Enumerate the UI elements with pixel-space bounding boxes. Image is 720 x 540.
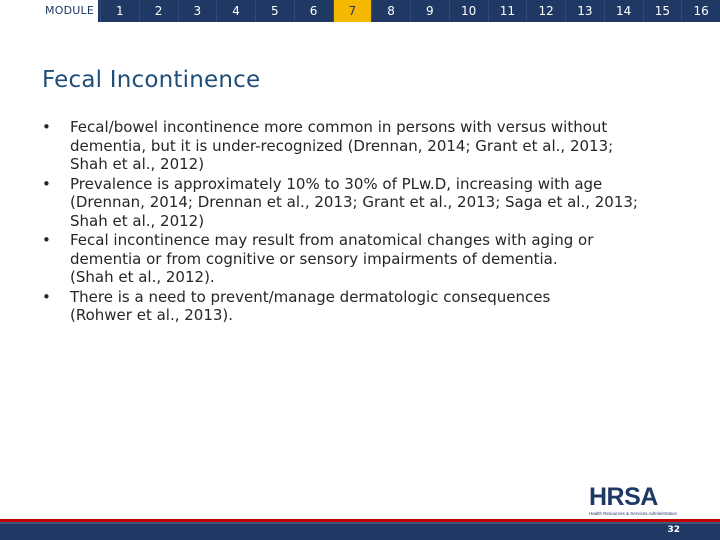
module-tab-15[interactable]: 15 (643, 0, 682, 22)
module-tab-6[interactable]: 6 (294, 0, 333, 22)
bullet-dot: • (42, 174, 51, 193)
bullet-text: Fecal incontinence may result from anatomical changes with aging or dementia or from cognitive or sensory impairments of dementia. (Shah et al., 2012). (70, 231, 594, 286)
bullet-item (42, 288, 682, 325)
bullet-dot: • (42, 287, 51, 306)
bullet-item (42, 231, 682, 287)
bullet-list (42, 118, 682, 326)
bullet-item (42, 175, 682, 231)
slide-title: Fecal Incontinence (42, 67, 261, 93)
bullet-text: Fecal/bowel incontinence more common in persons with versus without dementia, but it is under-recognized (Drennan, 2014; Grant et al., 2013; Shah et al., 2012) (70, 118, 614, 173)
module-tab-11[interactable]: 11 (488, 0, 527, 22)
hrsa-logo (589, 485, 689, 521)
page-number: 32 (667, 525, 680, 535)
bullet-dot: • (42, 231, 51, 249)
hrsa-logo-subtext: Health Resources & Services Administration (589, 511, 678, 516)
module-nav-bar (0, 0, 720, 22)
hrsa-logo-text: HRSA (589, 483, 658, 511)
module-tabs (100, 0, 720, 22)
module-tab-4[interactable]: 4 (216, 0, 255, 22)
footer-bar (0, 519, 720, 540)
footer-stripe (0, 522, 720, 524)
module-tab-13[interactable]: 13 (565, 0, 604, 22)
module-tab-8[interactable]: 8 (371, 0, 410, 22)
module-tab-14[interactable]: 14 (604, 0, 643, 22)
module-label: MODULE (0, 0, 98, 22)
module-tab-2[interactable]: 2 (139, 0, 178, 22)
module-tab-3[interactable]: 3 (178, 0, 217, 22)
bullet-item (42, 118, 682, 174)
module-tab-12[interactable]: 12 (526, 0, 565, 22)
bullet-text: Prevalence is approximately 10% to 30% of PLw.D, increasing with age (Drennan, 2014; Drennan et al., 2013; Grant et al., 2013; Saga et al., 2013; Shah et al., 2012) (70, 174, 638, 230)
module-tab-10[interactable]: 10 (449, 0, 488, 22)
module-tab-5[interactable]: 5 (255, 0, 294, 22)
module-tab-16[interactable]: 16 (681, 0, 720, 22)
module-tab-9[interactable]: 9 (410, 0, 449, 22)
bullet-text: There is a need to prevent/manage dermatologic consequences (Rohwer et al., 2013). (70, 287, 551, 324)
bullet-dot: • (42, 118, 51, 136)
module-tab-7[interactable]: 7 (333, 0, 372, 22)
module-tab-1[interactable]: 1 (100, 0, 139, 22)
